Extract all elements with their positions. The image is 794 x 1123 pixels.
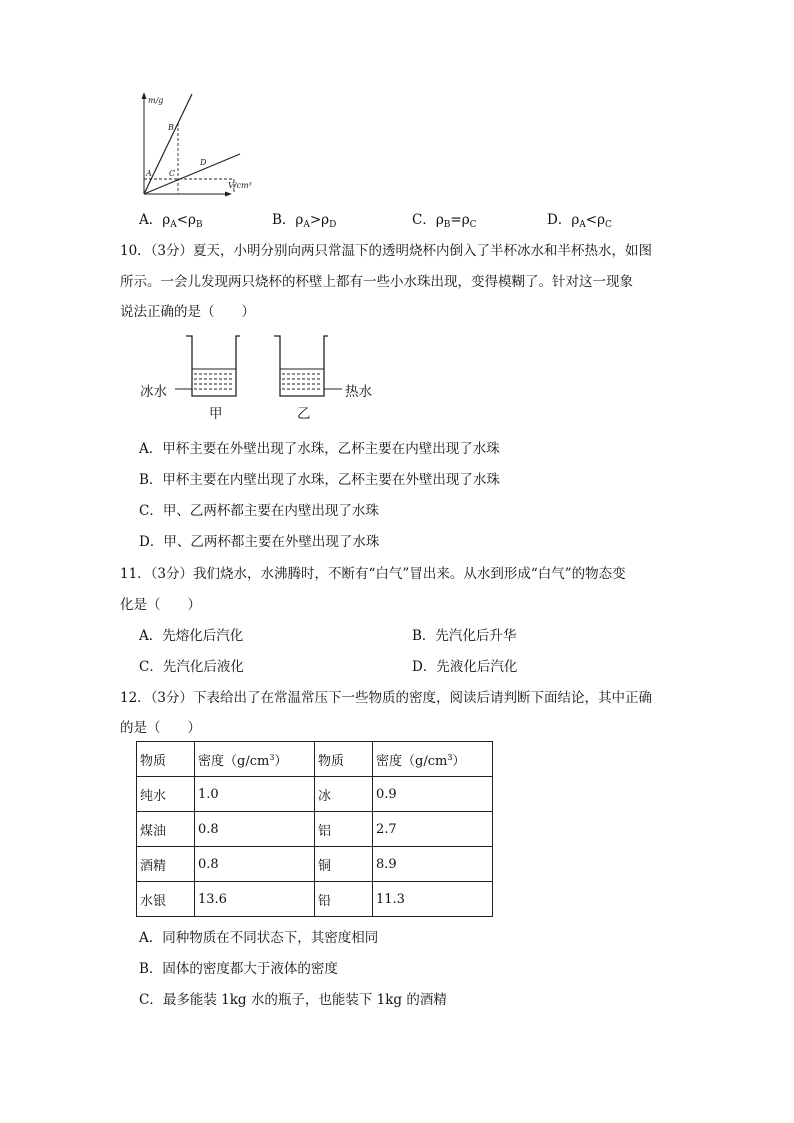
density-table xyxy=(136,741,493,917)
right-beaker-label: 热水 xyxy=(345,384,372,400)
table-cell: 铝 xyxy=(315,812,373,847)
q12-stem-line-2: 的是（ ） xyxy=(120,720,201,736)
header-density-1: 密度$(g/cm^3)$ xyxy=(195,742,315,777)
header-substance-1: 物质 xyxy=(137,742,195,777)
table-cell: 11.3 xyxy=(373,882,493,917)
q10-stem-line-3: 说法正确的是（ ） xyxy=(120,304,255,320)
x-axis-arrow xyxy=(225,192,232,197)
q10-option-d: D．甲、乙两杯都主要在外壁出现了水珠 xyxy=(139,534,380,550)
table-cell: 0.8 xyxy=(195,812,315,847)
table-cell: 13.6 xyxy=(195,882,315,917)
beaker-left xyxy=(186,336,240,396)
q9-option-a: A．$\rho_A<\rho_B$ xyxy=(139,212,203,230)
table-cell: 冰 xyxy=(315,777,373,812)
table-cell: 纯水 xyxy=(137,777,195,812)
point-label-a: A xyxy=(146,169,152,178)
q9-option-d: D．$\rho_A<\rho_C$ xyxy=(547,212,612,230)
point-label-c: C xyxy=(169,169,176,178)
q11-stem-line-2: 化是（ ） xyxy=(120,597,201,613)
table-row xyxy=(137,847,493,882)
beaker-right-water xyxy=(280,369,324,389)
x-axis-label: V/cm³ xyxy=(228,181,252,190)
table-cell: 1.0 xyxy=(195,777,315,812)
left-beaker-label: 冰水 xyxy=(140,384,167,400)
table-cell: 煤油 xyxy=(137,812,195,847)
q11-option-a: A．先熔化后汽化 xyxy=(139,628,244,644)
table-cell: 水银 xyxy=(137,882,195,917)
header-density-2: 密度$(g/cm^3)$ xyxy=(373,742,493,777)
left-beaker-caption: 甲 xyxy=(209,406,223,422)
table-row xyxy=(137,882,493,917)
mass-volume-graph xyxy=(128,90,268,198)
q12-option-c: C．最多能装 1kg 水的瓶子，也能装下 1kg 的酒精 xyxy=(139,992,447,1008)
q10-option-a: A．甲杯主要在外壁出现了水珠，乙杯主要在内壁出现了水珠 xyxy=(139,441,500,457)
right-beaker-caption: 乙 xyxy=(297,406,311,422)
q11-option-c: C．先汽化后液化 xyxy=(139,659,244,675)
table-cell: 2.7 xyxy=(373,812,493,847)
q9-option-b: B．$\rho_A>\rho_D$ xyxy=(272,212,337,230)
q11-option-b: B．先汽化后升华 xyxy=(412,628,517,644)
q9-option-c: C．$\rho_B=\rho_C$ xyxy=(412,212,477,230)
q12-option-b: B．固体的密度都大于液体的密度 xyxy=(139,961,338,977)
q10-option-b: B．甲杯主要在内壁出现了水珠，乙杯主要在外壁出现了水珠 xyxy=(139,472,500,488)
point-label-b: B xyxy=(168,123,174,132)
header-substance-2: 物质 xyxy=(315,742,373,777)
beaker-right xyxy=(274,336,328,396)
q11-option-d: D．先液化后汽化 xyxy=(412,659,518,675)
beakers-figure xyxy=(170,334,350,400)
table-cell: 8.9 xyxy=(373,847,493,882)
beaker-left-water xyxy=(192,369,236,389)
q10-stem-line-2: 所示。一会儿发现两只烧杯的杯壁上都有一些小水珠出现，变得模糊了。针对这一现象 xyxy=(120,274,633,290)
q10-option-c: C．甲、乙两杯都主要在内壁出现了水珠 xyxy=(139,503,379,519)
q12-stem-line-1: 12．（3分）下表给出了在常温常压下一些物质的密度，阅读后请判断下面结论，其中正确 xyxy=(120,690,653,706)
q10-stem-line-1: 10．（3分）夏天，小明分别向两只常温下的透明烧杯内倒入了半杯冰水和半杯热水，如图 xyxy=(120,243,653,259)
q12-option-a: A．同种物质在不同状态下，其密度相同 xyxy=(139,930,379,946)
table-cell: 铅 xyxy=(315,882,373,917)
y-axis-label: m/g xyxy=(148,96,164,105)
table-row xyxy=(137,777,493,812)
table-cell: 酒精 xyxy=(137,847,195,882)
table-row xyxy=(137,812,493,847)
table-cell: 0.9 xyxy=(373,777,493,812)
table-header-row xyxy=(137,742,493,777)
line-cd xyxy=(144,154,240,194)
point-label-d: D xyxy=(200,158,207,167)
table-cell: 0.8 xyxy=(195,847,315,882)
q11-stem-line-1: 11．（3分）我们烧水，水沸腾时，不断有“白气”冒出来。从水到形成“白气”的物态变 xyxy=(120,566,626,582)
table-cell: 铜 xyxy=(315,847,373,882)
y-axis-arrow xyxy=(142,92,147,99)
